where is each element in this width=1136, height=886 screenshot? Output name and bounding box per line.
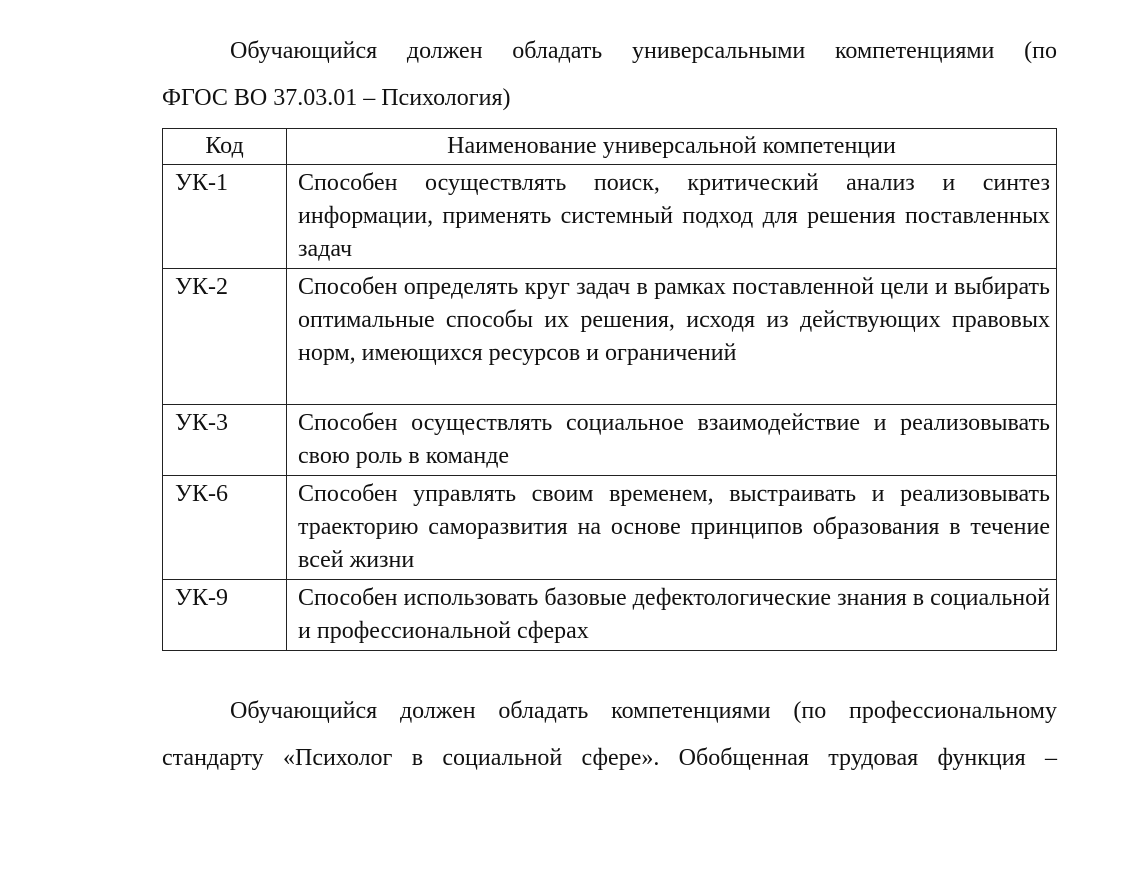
competence-code: УК-3: [163, 405, 287, 476]
outro-line-2: стандарту «Психолог в социальной сфере». Обобщенная трудовая функция –: [162, 745, 1057, 771]
intro-line-1: Обучающийся должен обладать универсальными компетенциями (по: [230, 38, 1057, 64]
intro-paragraph: [162, 28, 1057, 122]
outro-line-1: Обучающийся должен обладать компетенциями (по профессиональному: [230, 698, 1057, 724]
table-row: [163, 405, 1057, 476]
competence-description: Способен использовать базовые дефектологические знания в социальной и профессиональной сферах: [287, 580, 1057, 651]
competence-description: Способен осуществлять социальное взаимодействие и реализовывать свою роль в команде: [287, 405, 1057, 476]
competence-description: Способен осуществлять поиск, критический анализ и синтез информации, применять системный подход для решения поставленных задач: [287, 165, 1057, 269]
intro-line-2: ФГОС ВО 37.03.01 – Психология): [162, 85, 511, 111]
header-code: Код: [163, 129, 287, 165]
competencies-table: [162, 128, 1057, 651]
table-header-row: [163, 129, 1057, 165]
competence-description: Способен определять круг задач в рамках поставленной цели и выбирать оптимальные способы их решения, исходя из действующих правовых норм, имеющихся ресурсов и ограничений: [287, 269, 1057, 405]
header-competence-name: Наименование универсальной компетенции: [287, 129, 1057, 165]
table-row: [163, 580, 1057, 651]
competence-code: УК-6: [163, 476, 287, 580]
table-row: [163, 269, 1057, 405]
table-row: [163, 165, 1057, 269]
competence-code: УК-1: [163, 165, 287, 269]
table-row: [163, 476, 1057, 580]
competence-description: Способен управлять своим временем, выстраивать и реализовывать траекторию саморазвития на основе принципов образования в течение всей жизни: [287, 476, 1057, 580]
competence-code: УК-2: [163, 269, 287, 405]
outro-paragraph: [162, 688, 1057, 782]
competence-code: УК-9: [163, 580, 287, 651]
